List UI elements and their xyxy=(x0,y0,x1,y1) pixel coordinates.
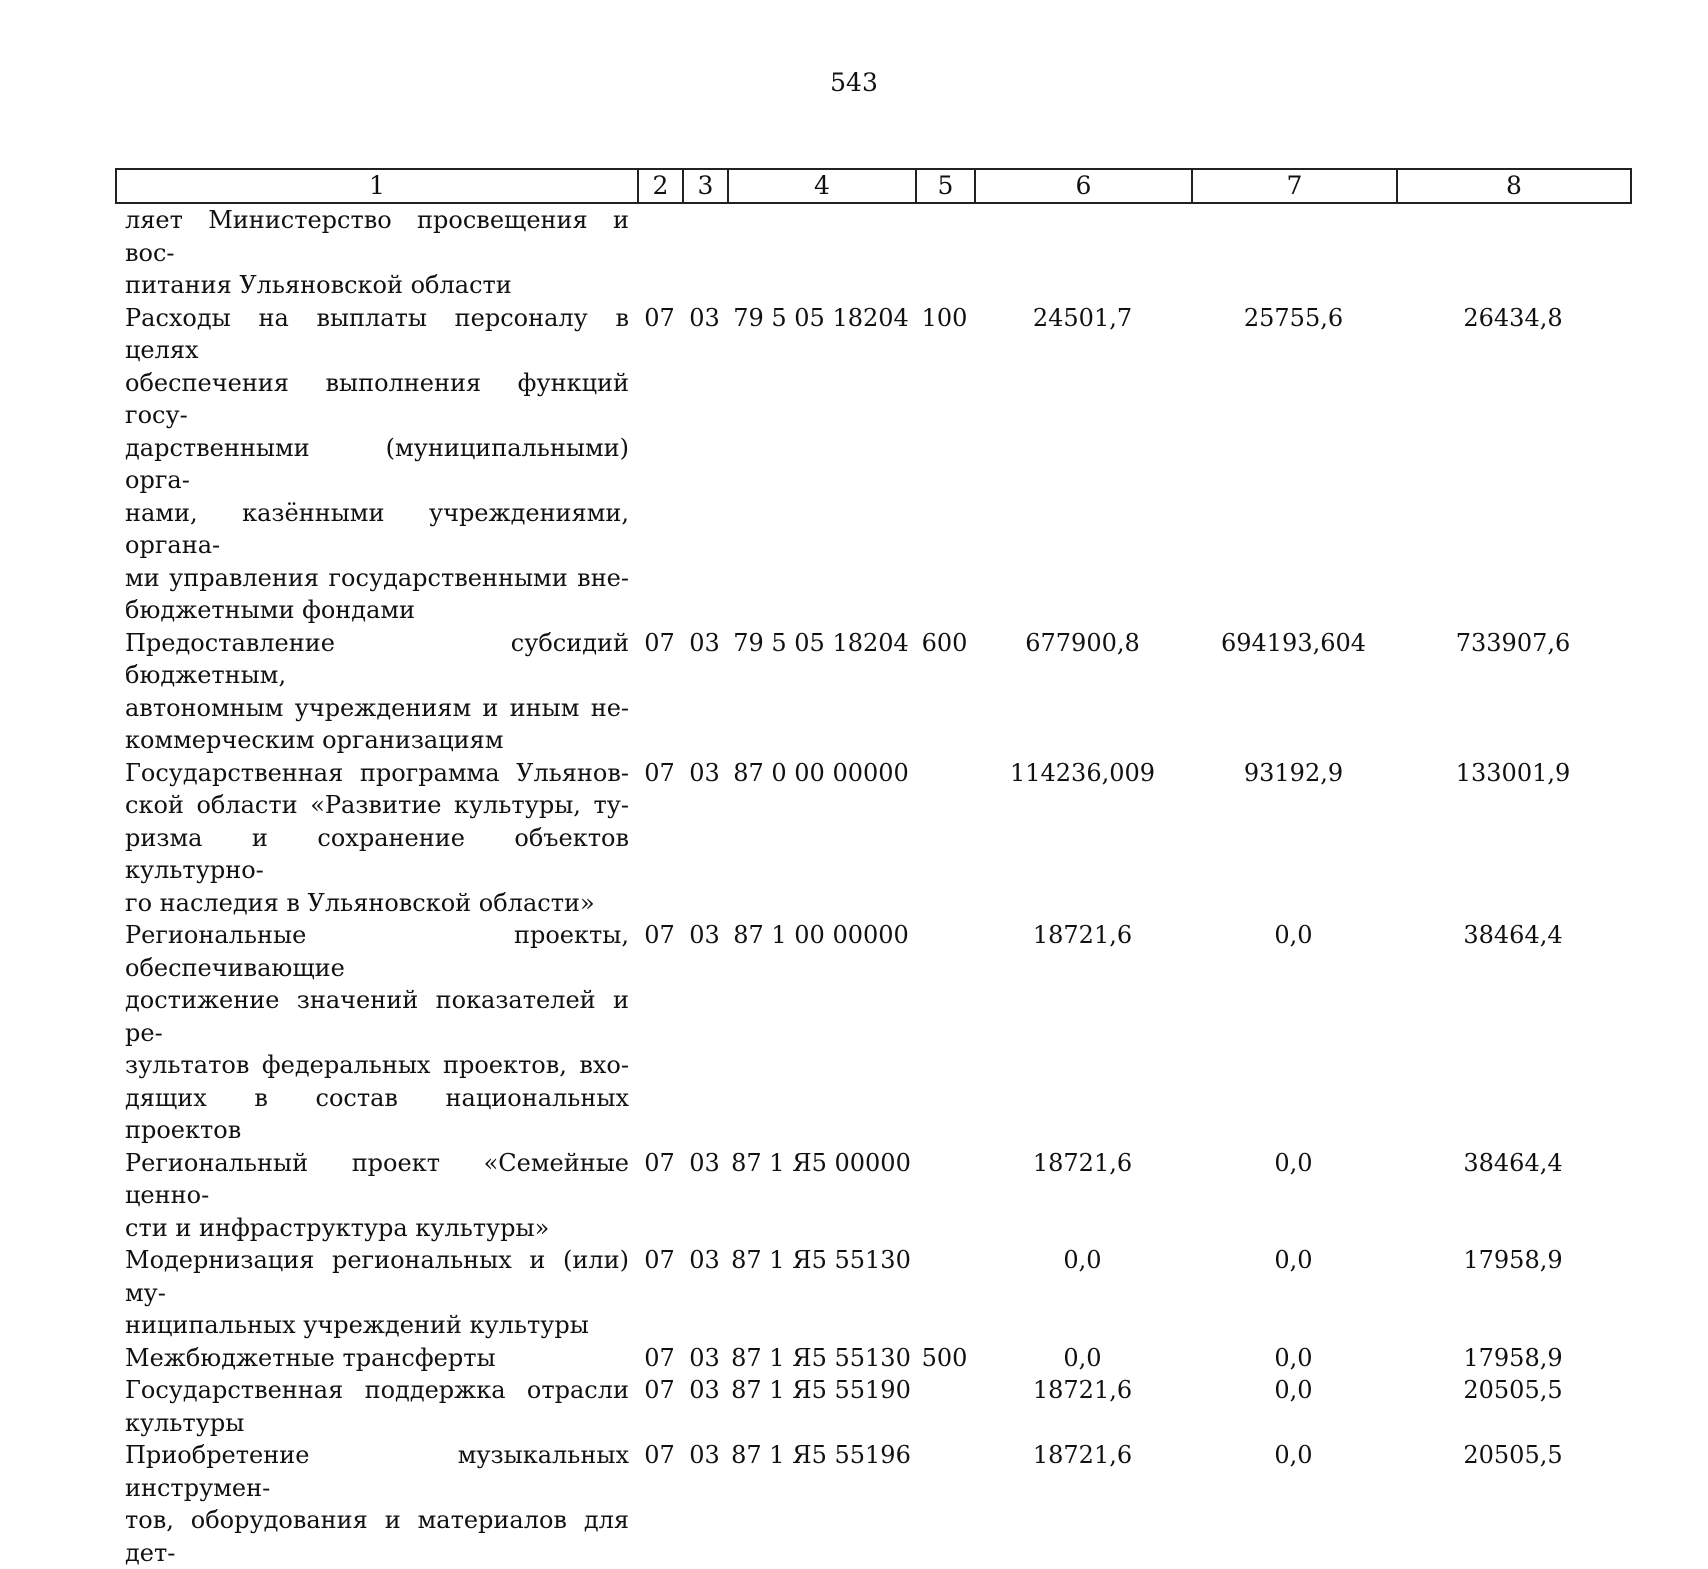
table-row xyxy=(115,302,1630,627)
row-name xyxy=(115,1439,637,1569)
header-col-7: 7 xyxy=(1192,169,1397,203)
row-cell-c6: 0,0 xyxy=(1063,1246,1102,1274)
table-row xyxy=(115,919,1630,1147)
row-cell-c2: 07 xyxy=(644,1343,675,1372)
row-name-line: коммерческим организациям xyxy=(125,726,504,754)
row-cell-c8: 733907,6 xyxy=(1455,628,1571,657)
row-name xyxy=(115,1147,637,1245)
row-cell-c8: 20505,5 xyxy=(1463,1441,1563,1469)
row-name-line: дящих в состав национальных проектов xyxy=(125,1083,629,1144)
header-col-4: 4 xyxy=(728,169,916,203)
row-cell-c8: 133001,9 xyxy=(1455,758,1571,787)
row-cell-c6: 18721,6 xyxy=(1032,921,1133,949)
row-cell-c4: 87 0 00 00000 xyxy=(733,758,909,787)
row-cell-c8: 38464,4 xyxy=(1463,921,1563,949)
row-cell-c2: 07 xyxy=(644,758,675,787)
row-cell-c8: 17958,9 xyxy=(1463,1246,1563,1274)
row-cell-c6: 114236,009 xyxy=(1009,758,1156,787)
header-col-2: 2 xyxy=(638,169,683,203)
row-cell-c4: 87 1 00 00000 xyxy=(733,921,909,949)
row-cell-c7: 93192,9 xyxy=(1243,758,1344,787)
row-cell-c4: 87 1 Я5 55190 xyxy=(731,1376,911,1404)
row-name-line: ризма и сохранение объектов культурно- xyxy=(125,823,629,884)
row-cell-c4: 79 5 05 18204 xyxy=(733,303,909,332)
row-name-line: сти и инфраструктура культуры» xyxy=(125,1213,550,1242)
table-row xyxy=(115,1244,1630,1342)
row-name-line: ниципальных учреждений культуры xyxy=(125,1311,589,1339)
row-name xyxy=(115,1374,637,1439)
row-cell-c4: 87 1 Я5 55196 xyxy=(731,1441,911,1469)
row-name-line: Региональный проект «Семейные ценно- xyxy=(125,1148,629,1209)
row-name-line: культуры xyxy=(125,1408,245,1437)
row-cell-c2: 07 xyxy=(644,303,675,332)
row-cell-c3: 03 xyxy=(689,1441,720,1469)
row-cell-c7: 0,0 xyxy=(1274,1376,1313,1404)
header-col-1: 1 xyxy=(116,169,638,203)
row-cell-c2: 07 xyxy=(644,1441,675,1469)
row-name-line: ми управления государственными вне- xyxy=(125,563,629,592)
row-name-line: автономным учреждениям и иным не- xyxy=(125,693,629,722)
row-cell-c7: 0,0 xyxy=(1274,921,1313,949)
row-cell-c7: 0,0 xyxy=(1274,1148,1313,1177)
row-cell-c3: 03 xyxy=(689,921,720,949)
table-body xyxy=(115,204,1630,1569)
row-cell-c2: 07 xyxy=(644,628,675,657)
table-header xyxy=(115,168,1632,204)
row-name xyxy=(115,627,637,757)
page-number: 543 xyxy=(830,68,878,97)
header-col-5: 5 xyxy=(916,169,975,203)
row-cell-c7: 0,0 xyxy=(1274,1246,1313,1274)
row-name-line: Государственная программа Ульянов- xyxy=(125,758,629,787)
row-cell-c4: 87 1 Я5 55130 xyxy=(731,1343,911,1372)
row-cell-c6: 18721,6 xyxy=(1032,1148,1133,1177)
row-name-line: Модернизация региональных и (или) му- xyxy=(125,1246,629,1307)
row-cell-c3: 03 xyxy=(689,303,720,332)
row-name-line: обеспечения выполнения функций госу- xyxy=(125,368,629,429)
row-cell-c5: 500 xyxy=(921,1343,968,1372)
row-name-line: тов, оборудования и материалов для дет- xyxy=(125,1506,629,1567)
row-cell-c2: 07 xyxy=(644,1246,675,1274)
row-cell-c7: 0,0 xyxy=(1274,1343,1313,1372)
row-cell-c7: 0,0 xyxy=(1274,1441,1313,1469)
row-name-line: Расходы на выплаты персоналу в целях xyxy=(125,303,629,364)
row-cell-c7: 25755,6 xyxy=(1243,303,1344,332)
row-name-line: дарственными (муниципальными) орга- xyxy=(125,433,629,494)
row-cell-c3: 03 xyxy=(689,1246,720,1274)
row-cell-c2: 07 xyxy=(644,1376,675,1404)
table-row xyxy=(115,1439,1630,1569)
row-cell-c3: 03 xyxy=(689,1343,720,1372)
row-name xyxy=(115,1342,637,1375)
row-cell-c6: 24501,7 xyxy=(1032,303,1133,332)
row-cell-c4: 79 5 05 18204 xyxy=(733,628,909,657)
row-name-line: Приобретение музыкальных инструмен- xyxy=(125,1441,629,1502)
row-name xyxy=(115,1244,637,1342)
table-row xyxy=(115,1342,1630,1375)
row-cell-c8: 17958,9 xyxy=(1463,1343,1563,1372)
table-row xyxy=(115,1147,1630,1245)
table-row xyxy=(115,627,1630,757)
row-name-line: ляет Министерство просвещения и вос- xyxy=(125,206,629,267)
row-cell-c6: 677900,8 xyxy=(1025,628,1140,657)
row-cell-c3: 03 xyxy=(689,1148,720,1177)
row-cell-c8: 20505,5 xyxy=(1463,1376,1563,1404)
row-cell-c6: 18721,6 xyxy=(1032,1376,1133,1404)
row-cell-c5: 600 xyxy=(921,628,968,657)
row-cell-c2: 07 xyxy=(644,1148,675,1177)
row-name-line: зультатов федеральных проектов, вхо- xyxy=(125,1051,629,1079)
row-name-line: Государственная поддержка отрасли xyxy=(125,1376,629,1404)
row-cell-c4: 87 1 Я5 55130 xyxy=(731,1246,911,1274)
table-row xyxy=(115,204,1630,302)
table-row xyxy=(115,757,1630,920)
row-name-line: нами, казёнными учреждениями, органа- xyxy=(125,498,629,559)
row-name-line: ской области «Развитие культуры, ту- xyxy=(125,791,629,819)
row-name-line: бюджетными фондами xyxy=(125,596,416,624)
row-cell-c7: 694193,604 xyxy=(1220,628,1367,657)
header-col-6: 6 xyxy=(975,169,1192,203)
row-cell-c3: 03 xyxy=(689,758,720,787)
header-col-3: 3 xyxy=(683,169,728,203)
row-cell-c4: 87 1 Я5 00000 xyxy=(731,1148,911,1177)
row-cell-c5: 100 xyxy=(921,303,968,332)
table-row xyxy=(115,1374,1630,1439)
row-name-line: Предоставление субсидий бюджетным, xyxy=(125,628,629,689)
row-cell-c2: 07 xyxy=(644,921,675,949)
row-cell-c6: 0,0 xyxy=(1063,1343,1102,1372)
row-name xyxy=(115,757,637,920)
row-cell-c3: 03 xyxy=(689,1376,720,1404)
row-cell-c3: 03 xyxy=(689,628,720,657)
row-name-line: питания Ульяновской области xyxy=(125,271,512,299)
row-name-line: достижение значений показателей и ре- xyxy=(125,986,629,1047)
row-name-line: го наследия в Ульяновской области» xyxy=(125,888,595,917)
row-cell-c8: 26434,8 xyxy=(1463,303,1563,332)
row-name-line: Межбюджетные трансферты xyxy=(125,1343,496,1372)
row-name xyxy=(115,204,637,302)
row-cell-c8: 38464,4 xyxy=(1463,1148,1563,1177)
row-name xyxy=(115,302,637,627)
row-name-line: Региональные проекты, обеспечивающие xyxy=(125,921,629,982)
row-name xyxy=(115,919,637,1147)
row-cell-c6: 18721,6 xyxy=(1032,1441,1133,1469)
header-col-8: 8 xyxy=(1397,169,1631,203)
